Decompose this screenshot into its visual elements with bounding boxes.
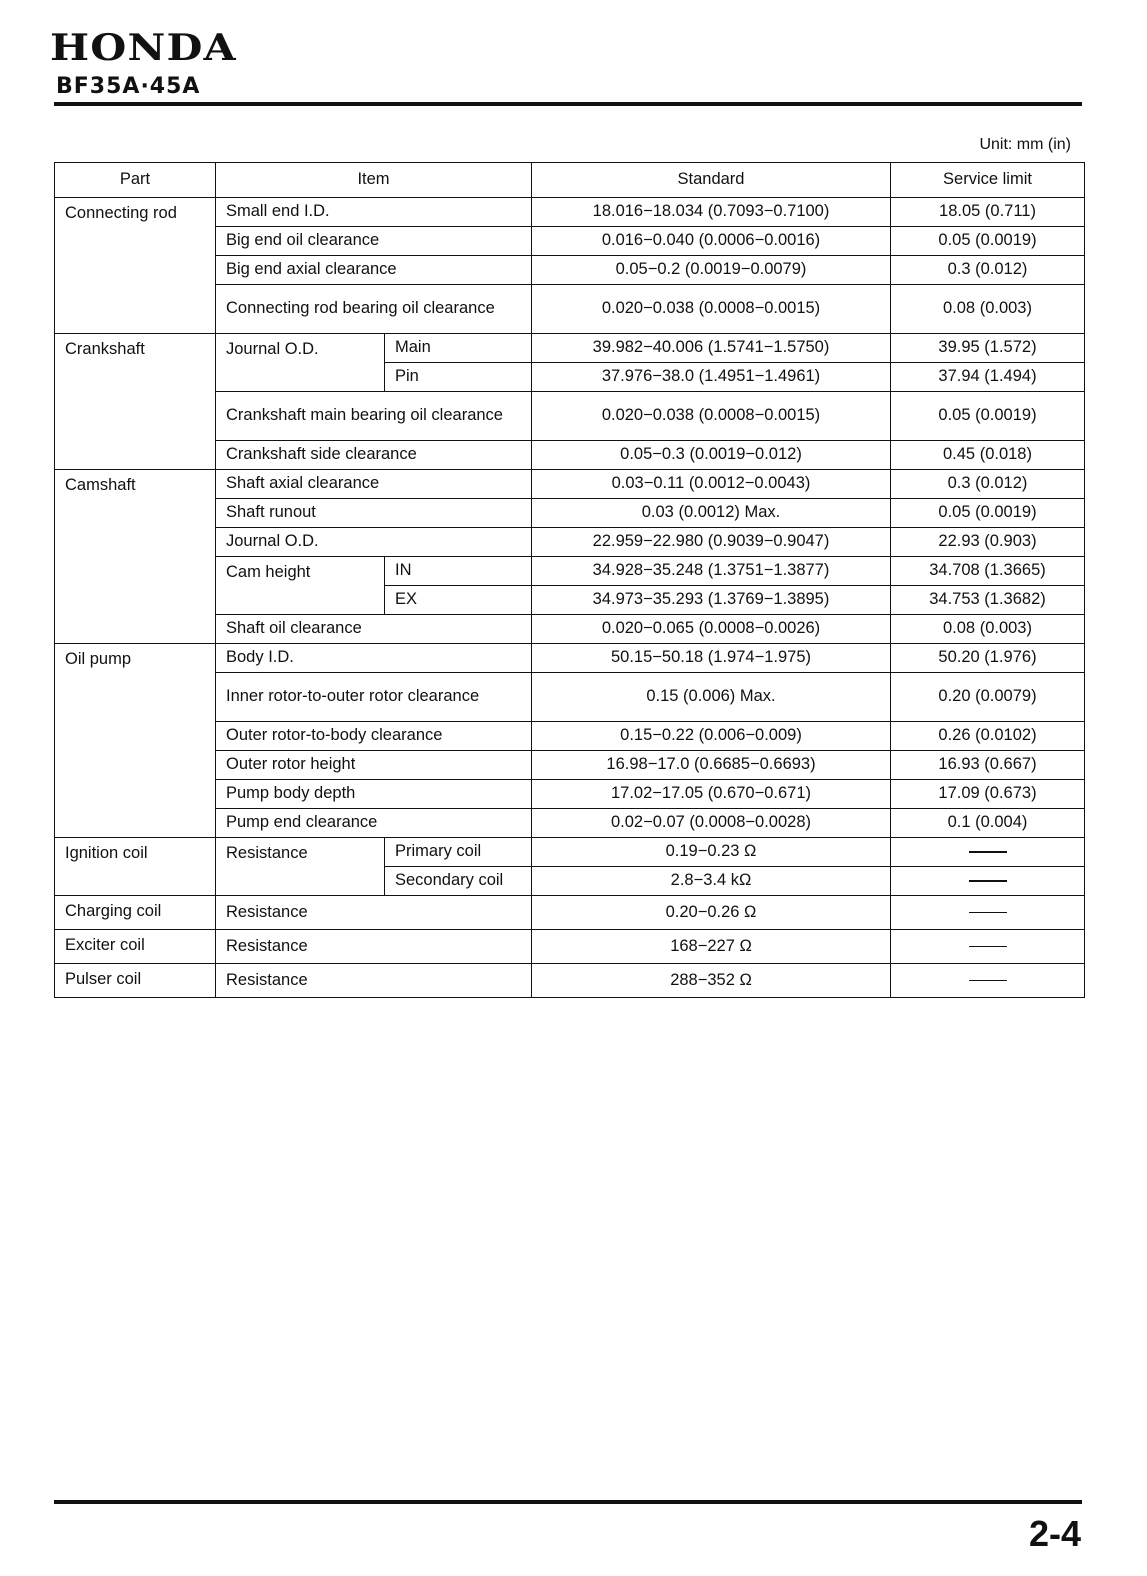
header-service-limit: Service limit	[891, 163, 1085, 198]
standard-cell: 2.8−3.4 kΩ	[532, 867, 891, 896]
standard-cell: 39.982−40.006 (1.5741−1.5750)	[532, 334, 891, 363]
standard-cell: 0.15−0.22 (0.006−0.009)	[532, 722, 891, 751]
no-limit-dash	[969, 851, 1007, 852]
item-cell: Pump end clearance	[216, 809, 532, 838]
item-cell: Journal O.D.	[216, 528, 532, 557]
table-row	[55, 198, 1085, 227]
standard-cell: 0.15 (0.006) Max.	[532, 673, 891, 722]
footer-rule	[54, 1500, 1082, 1504]
standard-cell: 0.05−0.3 (0.0019−0.012)	[532, 441, 891, 470]
standard-cell: 37.976−38.0 (1.4951−1.4961)	[532, 363, 891, 392]
item-cell: Shaft oil clearance	[216, 615, 532, 644]
service-limit-cell: 0.20 (0.0079)	[891, 673, 1085, 722]
unit-label: Unit: mm (in)	[979, 136, 1071, 153]
standard-cell: 0.020−0.038 (0.0008−0.0015)	[532, 285, 891, 334]
service-limit-cell	[891, 964, 1085, 998]
standard-cell: 0.02−0.07 (0.0008−0.0028)	[532, 809, 891, 838]
header-item: Item	[216, 163, 532, 198]
no-limit-dash	[969, 980, 1007, 981]
item-cell: Body I.D.	[216, 644, 532, 673]
table-row	[55, 644, 1085, 673]
item-cell: Small end I.D.	[216, 198, 532, 227]
part-cell: Exciter coil	[55, 930, 216, 964]
service-limit-cell: 34.753 (1.3682)	[891, 586, 1085, 615]
standard-cell: 17.02−17.05 (0.670−0.671)	[532, 780, 891, 809]
part-cell: Oil pump	[55, 644, 216, 838]
table-row	[55, 470, 1085, 499]
standard-cell: 0.03−0.11 (0.0012−0.0043)	[532, 470, 891, 499]
part-cell: Crankshaft	[55, 334, 216, 470]
service-limit-cell: 16.93 (0.667)	[891, 751, 1085, 780]
part-cell: Connecting rod	[55, 198, 216, 334]
item-cell: Resistance	[216, 930, 532, 964]
standard-cell: 16.98−17.0 (0.6685−0.6693)	[532, 751, 891, 780]
service-limit-cell	[891, 867, 1085, 896]
sub-item-cell: IN	[385, 557, 532, 586]
service-limit-cell: 0.45 (0.018)	[891, 441, 1085, 470]
item-cell: Cam height	[216, 557, 385, 615]
sub-item-cell: EX	[385, 586, 532, 615]
item-cell: Journal O.D.	[216, 334, 385, 392]
no-limit-dash	[969, 880, 1007, 881]
part-cell: Charging coil	[55, 896, 216, 930]
header-part: Part	[55, 163, 216, 198]
standard-cell: 34.928−35.248 (1.3751−1.3877)	[532, 557, 891, 586]
specification-table	[54, 162, 1085, 998]
sub-item-cell: Main	[385, 334, 532, 363]
item-cell: Resistance	[216, 838, 385, 896]
standard-cell: 0.03 (0.0012) Max.	[532, 499, 891, 528]
standard-cell: 0.020−0.038 (0.0008−0.0015)	[532, 392, 891, 441]
service-limit-cell: 22.93 (0.903)	[891, 528, 1085, 557]
standard-cell: 0.016−0.040 (0.0006−0.0016)	[532, 227, 891, 256]
service-limit-cell: 0.3 (0.012)	[891, 470, 1085, 499]
table-row	[55, 838, 1085, 867]
part-cell: Camshaft	[55, 470, 216, 644]
service-limit-cell: 39.95 (1.572)	[891, 334, 1085, 363]
item-cell: Crankshaft side clearance	[216, 441, 532, 470]
service-limit-cell	[891, 930, 1085, 964]
table-row	[55, 334, 1085, 363]
sub-item-cell: Secondary coil	[385, 867, 532, 896]
service-limit-cell: 37.94 (1.494)	[891, 363, 1085, 392]
service-limit-cell: 0.08 (0.003)	[891, 615, 1085, 644]
service-limit-cell: 0.1 (0.004)	[891, 809, 1085, 838]
item-cell: Resistance	[216, 964, 532, 998]
standard-cell: 0.20−0.26 Ω	[532, 896, 891, 930]
item-cell: Shaft runout	[216, 499, 532, 528]
item-cell: Pump body depth	[216, 780, 532, 809]
item-cell: Crankshaft main bearing oil clearance	[216, 392, 532, 441]
service-limit-cell	[891, 838, 1085, 867]
item-cell: Connecting rod bearing oil clearance	[216, 285, 532, 334]
service-limit-cell: 0.08 (0.003)	[891, 285, 1085, 334]
header-standard: Standard	[532, 163, 891, 198]
standard-cell: 18.016−18.034 (0.7093−0.7100)	[532, 198, 891, 227]
item-cell: Outer rotor-to-body clearance	[216, 722, 532, 751]
table-row	[55, 930, 1085, 964]
item-cell: Resistance	[216, 896, 532, 930]
item-cell: Big end oil clearance	[216, 227, 532, 256]
service-limit-cell: 34.708 (1.3665)	[891, 557, 1085, 586]
service-limit-cell: 18.05 (0.711)	[891, 198, 1085, 227]
service-limit-cell: 0.05 (0.0019)	[891, 227, 1085, 256]
table-row	[55, 964, 1085, 998]
service-limit-cell: 50.20 (1.976)	[891, 644, 1085, 673]
standard-cell: 34.973−35.293 (1.3769−1.3895)	[532, 586, 891, 615]
sub-item-cell: Pin	[385, 363, 532, 392]
standard-cell: 288−352 Ω	[532, 964, 891, 998]
part-cell: Ignition coil	[55, 838, 216, 896]
page-number: 2-4	[1028, 1513, 1081, 1554]
sub-item-cell: Primary coil	[385, 838, 532, 867]
table-row	[55, 896, 1085, 930]
honda-logo: HONDA	[50, 27, 237, 69]
item-cell: Inner rotor-to-outer rotor clearance	[216, 673, 532, 722]
standard-cell: 0.19−0.23 Ω	[532, 838, 891, 867]
standard-cell: 22.959−22.980 (0.9039−0.9047)	[532, 528, 891, 557]
no-limit-dash	[969, 912, 1007, 913]
model-title: BF35A·45A	[56, 74, 201, 99]
item-cell: Outer rotor height	[216, 751, 532, 780]
header-rule	[54, 102, 1082, 106]
no-limit-dash	[969, 946, 1007, 947]
item-cell: Big end axial clearance	[216, 256, 532, 285]
item-cell: Shaft axial clearance	[216, 470, 532, 499]
service-limit-cell	[891, 896, 1085, 930]
table-header-row	[55, 163, 1085, 198]
service-limit-cell: 0.05 (0.0019)	[891, 499, 1085, 528]
service-limit-cell: 0.3 (0.012)	[891, 256, 1085, 285]
service-limit-cell: 0.05 (0.0019)	[891, 392, 1085, 441]
standard-cell: 0.05−0.2 (0.0019−0.0079)	[532, 256, 891, 285]
standard-cell: 50.15−50.18 (1.974−1.975)	[532, 644, 891, 673]
service-limit-cell: 0.26 (0.0102)	[891, 722, 1085, 751]
standard-cell: 168−227 Ω	[532, 930, 891, 964]
part-cell: Pulser coil	[55, 964, 216, 998]
service-limit-cell: 17.09 (0.673)	[891, 780, 1085, 809]
standard-cell: 0.020−0.065 (0.0008−0.0026)	[532, 615, 891, 644]
